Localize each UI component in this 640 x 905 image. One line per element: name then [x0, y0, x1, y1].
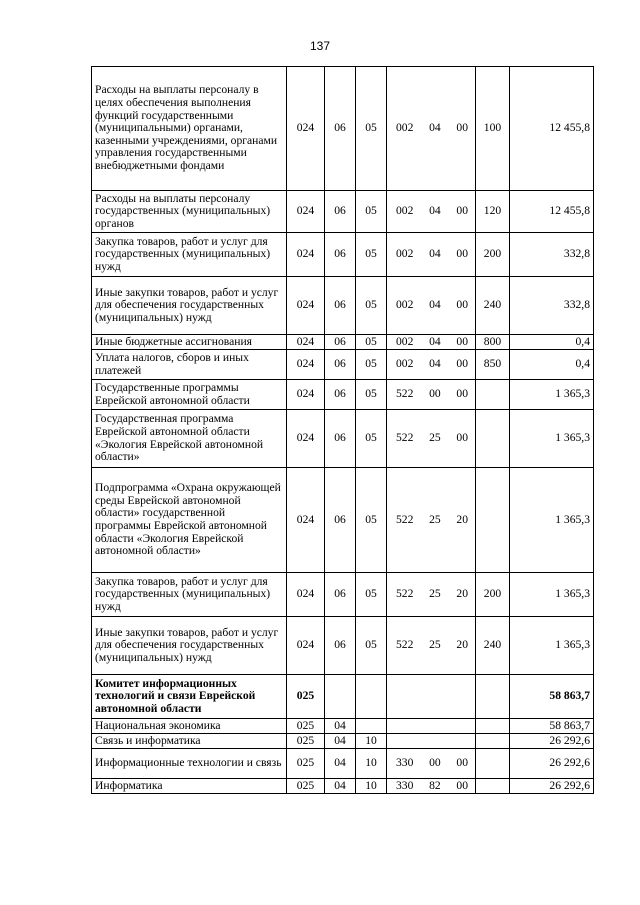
- subsection-code-cell: 05: [356, 335, 387, 350]
- amount-cell: 26 292,6: [510, 779, 594, 794]
- amount-cell: 1 365,3: [510, 410, 594, 468]
- amount-cell: 12 455,8: [510, 67, 594, 191]
- amount-cell: 58 863,7: [510, 719, 594, 734]
- target-article-part: 04: [429, 298, 441, 312]
- admin-code-cell: 024: [287, 233, 325, 277]
- subsection-code-cell: 05: [356, 350, 387, 380]
- target-article-part: 04: [429, 247, 441, 261]
- table-row: [92, 191, 594, 233]
- subsection-code-cell: 05: [356, 191, 387, 233]
- subsection-code-cell: 05: [356, 277, 387, 335]
- expense-type-cell: 200: [476, 233, 510, 277]
- expense-type-cell: 800: [476, 335, 510, 350]
- section-code-cell: 06: [325, 573, 356, 617]
- table-row: [92, 573, 594, 617]
- expense-name-cell: Национальная экономика: [92, 719, 287, 734]
- admin-code-cell: 024: [287, 573, 325, 617]
- table-row: [92, 719, 594, 734]
- admin-code-cell: 025: [287, 779, 325, 794]
- target-article-part: 00: [456, 431, 468, 445]
- target-article-part: 00: [456, 298, 468, 312]
- section-code-cell: 06: [325, 410, 356, 468]
- table-row: [92, 779, 594, 794]
- target-article-part: 522: [396, 587, 414, 601]
- target-article-part: 002: [396, 247, 414, 261]
- expense-type-cell: 200: [476, 573, 510, 617]
- target-article-part: 522: [396, 431, 414, 445]
- target-article-part: 00: [456, 778, 468, 792]
- section-code-cell: 04: [325, 779, 356, 794]
- target-article-part: 00: [456, 121, 468, 135]
- target-article-part: 25: [429, 587, 441, 601]
- admin-code-cell: 025: [287, 675, 325, 719]
- amount-cell: 1 365,3: [510, 573, 594, 617]
- target-article-cell: [387, 573, 476, 617]
- target-article-cell: [387, 67, 476, 191]
- table-row: [92, 749, 594, 779]
- admin-code-cell: 024: [287, 277, 325, 335]
- section-code-cell: 06: [325, 350, 356, 380]
- admin-code-cell: 025: [287, 719, 325, 734]
- target-article-cell: [387, 617, 476, 675]
- expense-name-cell: Закупка товаров, работ и услуг для государственных (муниципальных) нужд: [92, 233, 287, 277]
- target-article-part: 002: [396, 298, 414, 312]
- target-article-part: 002: [396, 121, 414, 135]
- target-article-cell: [387, 335, 476, 350]
- section-code-cell: 06: [325, 335, 356, 350]
- subsection-code-cell: 05: [356, 468, 387, 573]
- target-article-cell: [387, 468, 476, 573]
- subsection-code-cell: 05: [356, 617, 387, 675]
- expense-name-cell: Расходы на выплаты персоналу в целях обеспечения выполнения функций государственными (муниципальными) органами, казенными учреждениями, органами управления государственными внебюджетными фондами: [92, 67, 287, 191]
- target-article-part: 002: [396, 357, 414, 371]
- admin-code-cell: 024: [287, 468, 325, 573]
- expense-name-cell: Иные закупки товаров, работ и услуг для обеспечения государственных (муниципальных) нужд: [92, 617, 287, 675]
- expense-type-cell: 850: [476, 350, 510, 380]
- amount-cell: 332,8: [510, 277, 594, 335]
- target-article-part: 00: [456, 247, 468, 261]
- subsection-code-cell: [356, 675, 387, 719]
- expense-name-cell: Информационные технологии и связь: [92, 749, 287, 779]
- admin-code-cell: 024: [287, 67, 325, 191]
- subsection-code-cell: 05: [356, 67, 387, 191]
- section-code-cell: 04: [325, 749, 356, 779]
- target-article-part: 04: [429, 204, 441, 218]
- amount-cell: 58 863,7: [510, 675, 594, 719]
- section-code-cell: 06: [325, 233, 356, 277]
- section-code-cell: [325, 675, 356, 719]
- target-article-part: 04: [429, 357, 441, 371]
- amount-cell: 1 365,3: [510, 468, 594, 573]
- section-code-cell: 06: [325, 380, 356, 410]
- expense-name-cell: Уплата налогов, сборов и иных платежей: [92, 350, 287, 380]
- target-article-part: 002: [396, 204, 414, 218]
- page-number: 137: [309, 39, 331, 53]
- expense-name-cell: Иные закупки товаров, работ и услуг для обеспечения государственных (муниципальных) нужд: [92, 277, 287, 335]
- expense-type-cell: [476, 734, 510, 749]
- amount-cell: 12 455,8: [510, 191, 594, 233]
- target-article-part: 25: [429, 512, 441, 526]
- amount-cell: 26 292,6: [510, 734, 594, 749]
- admin-code-cell: 024: [287, 617, 325, 675]
- table-row: [92, 335, 594, 350]
- section-code-cell: 06: [325, 67, 356, 191]
- target-article-part: 522: [396, 512, 414, 526]
- target-article-part: 20: [456, 512, 468, 526]
- section-code-cell: 04: [325, 719, 356, 734]
- subsection-code-cell: 10: [356, 749, 387, 779]
- section-code-cell: 06: [325, 191, 356, 233]
- expense-name-cell: Иные бюджетные ассигнования: [92, 335, 287, 350]
- target-article-part: 04: [429, 121, 441, 135]
- amount-cell: 26 292,6: [510, 749, 594, 779]
- target-article-cell: [387, 380, 476, 410]
- admin-code-cell: 025: [287, 749, 325, 779]
- table-row: [92, 67, 594, 191]
- table-row: [92, 277, 594, 335]
- target-article-cell: [387, 779, 476, 794]
- subsection-code-cell: 05: [356, 573, 387, 617]
- expense-type-cell: 120: [476, 191, 510, 233]
- expense-name-cell: Закупка товаров, работ и услуг для государственных (муниципальных) нужд: [92, 573, 287, 617]
- amount-cell: 1 365,3: [510, 380, 594, 410]
- target-article-cell: [387, 233, 476, 277]
- target-article-part: 00: [429, 756, 441, 770]
- expense-type-cell: [476, 749, 510, 779]
- target-article-part: 002: [396, 334, 414, 348]
- subsection-code-cell: 05: [356, 410, 387, 468]
- admin-code-cell: 025: [287, 734, 325, 749]
- table-row: [92, 734, 594, 749]
- expense-type-cell: [476, 779, 510, 794]
- admin-code-cell: 024: [287, 350, 325, 380]
- expense-name-cell: Комитет информационных технологий и связи Еврейской автономной области: [92, 675, 287, 719]
- section-code-cell: 06: [325, 468, 356, 573]
- subsection-code-cell: 05: [356, 233, 387, 277]
- admin-code-cell: 024: [287, 380, 325, 410]
- expense-name-cell: Государственные программы Еврейской автономной области: [92, 380, 287, 410]
- expense-name-cell: Расходы на выплаты персоналу государственных (муниципальных) органов: [92, 191, 287, 233]
- target-article-part: 00: [456, 204, 468, 218]
- admin-code-cell: 024: [287, 410, 325, 468]
- expense-type-cell: [476, 410, 510, 468]
- admin-code-cell: 024: [287, 191, 325, 233]
- target-article-part: 00: [456, 357, 468, 371]
- amount-cell: 0,4: [510, 350, 594, 380]
- target-article-part: 00: [456, 756, 468, 770]
- target-article-cell: [387, 734, 476, 749]
- table-row: [92, 617, 594, 675]
- section-code-cell: 04: [325, 734, 356, 749]
- expense-type-cell: 240: [476, 617, 510, 675]
- target-article-cell: [387, 277, 476, 335]
- expense-name-cell: Информатика: [92, 779, 287, 794]
- table-row: [92, 675, 594, 719]
- target-article-cell: [387, 719, 476, 734]
- expense-type-cell: [476, 675, 510, 719]
- expense-name-cell: Подпрограмма «Охрана окружающей среды Еврейской автономной области» государственной программы Еврейской автономной области «Экология Еврейской автономной области»: [92, 468, 287, 573]
- table-row: [92, 233, 594, 277]
- target-article-cell: [387, 350, 476, 380]
- target-article-cell: [387, 749, 476, 779]
- target-article-part: 82: [429, 778, 441, 792]
- subsection-code-cell: 10: [356, 779, 387, 794]
- expense-type-cell: [476, 468, 510, 573]
- subsection-code-cell: 10: [356, 734, 387, 749]
- table-row: [92, 410, 594, 468]
- target-article-cell: [387, 675, 476, 719]
- table-row: [92, 468, 594, 573]
- amount-cell: 0,4: [510, 335, 594, 350]
- target-article-part: 00: [429, 387, 441, 401]
- target-article-part: 20: [456, 638, 468, 652]
- admin-code-cell: 024: [287, 335, 325, 350]
- expense-type-cell: [476, 719, 510, 734]
- budget-table-body: [92, 67, 594, 794]
- subsection-code-cell: 05: [356, 380, 387, 410]
- expense-name-cell: Связь и информатика: [92, 734, 287, 749]
- amount-cell: 1 365,3: [510, 617, 594, 675]
- expense-type-cell: 240: [476, 277, 510, 335]
- table-row: [92, 380, 594, 410]
- expense-type-cell: [476, 380, 510, 410]
- target-article-part: 25: [429, 638, 441, 652]
- section-code-cell: 06: [325, 277, 356, 335]
- target-article-part: 00: [456, 334, 468, 348]
- target-article-part: 04: [429, 334, 441, 348]
- target-article-part: 522: [396, 638, 414, 652]
- budget-table: [91, 66, 594, 794]
- subsection-code-cell: [356, 719, 387, 734]
- expense-type-cell: 100: [476, 67, 510, 191]
- expense-name-cell: Государственная программа Еврейской автономной области «Экология Еврейской автономной области»: [92, 410, 287, 468]
- target-article-part: 330: [396, 756, 414, 770]
- amount-cell: 332,8: [510, 233, 594, 277]
- target-article-part: 20: [456, 587, 468, 601]
- table-row: [92, 350, 594, 380]
- target-article-part: 522: [396, 387, 414, 401]
- target-article-cell: [387, 191, 476, 233]
- section-code-cell: 06: [325, 617, 356, 675]
- target-article-cell: [387, 410, 476, 468]
- target-article-part: 00: [456, 387, 468, 401]
- target-article-part: 330: [396, 778, 414, 792]
- target-article-part: 25: [429, 431, 441, 445]
